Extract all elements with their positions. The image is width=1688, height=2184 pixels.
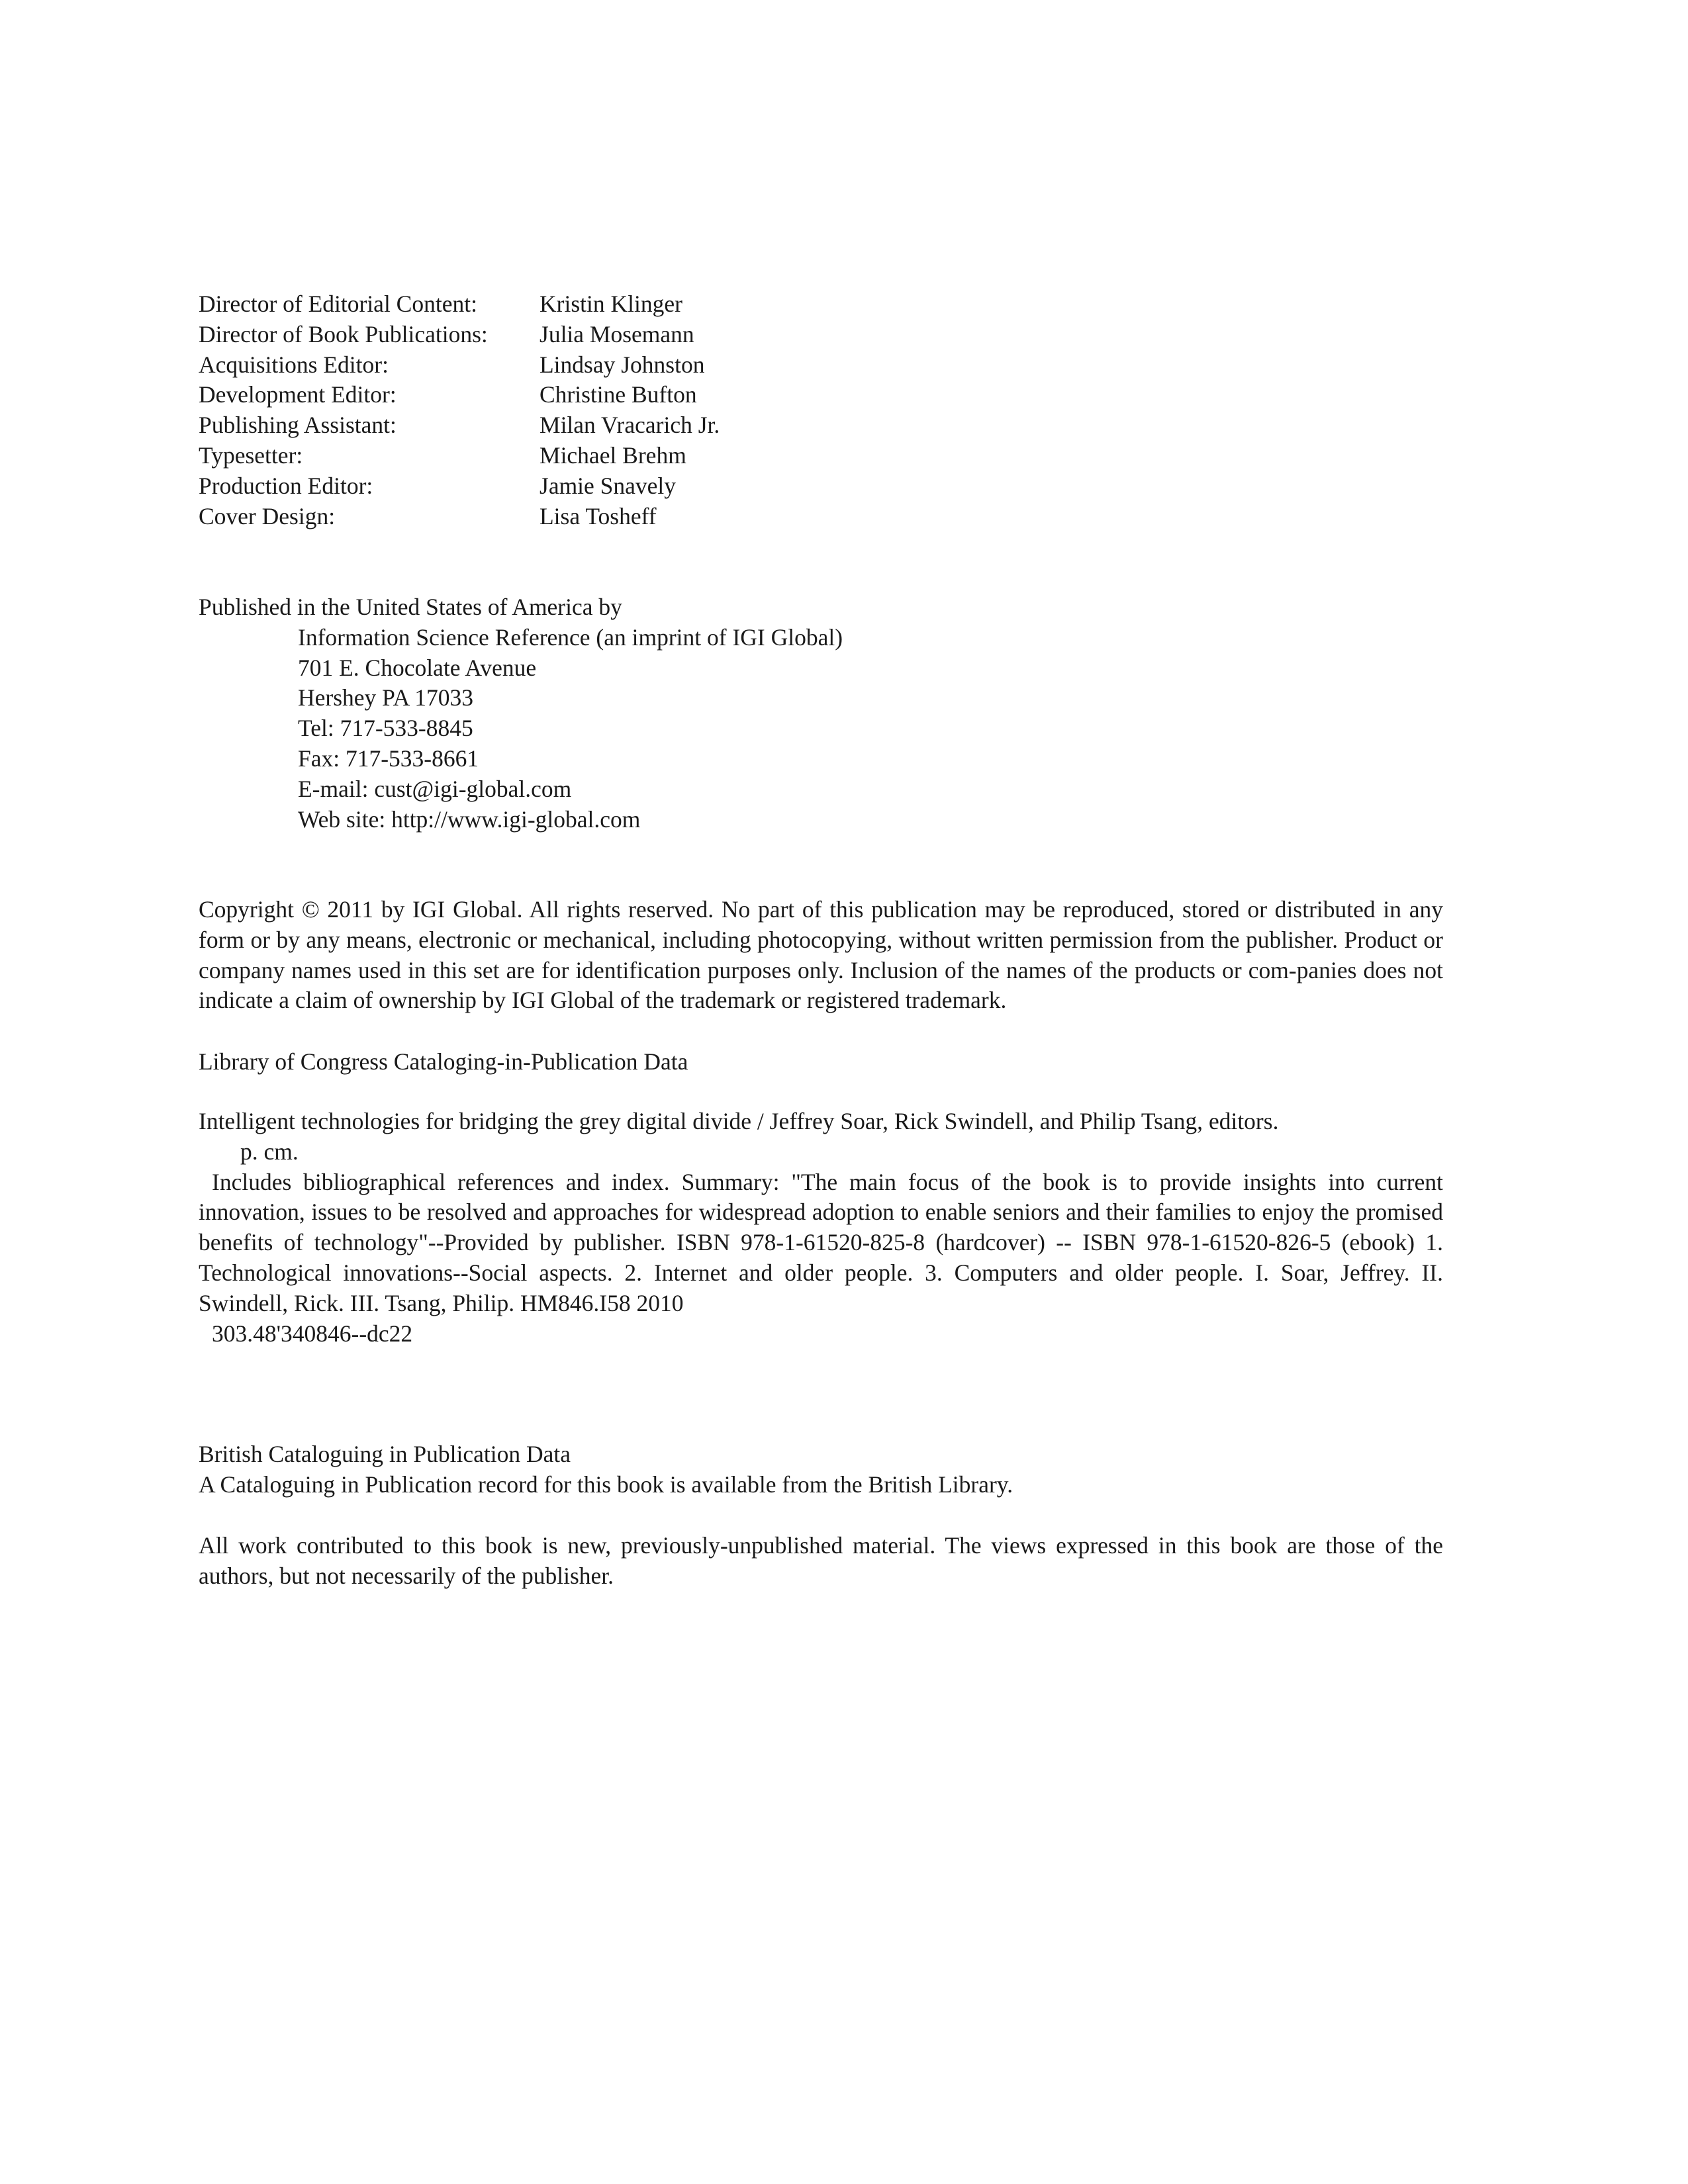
- credit-row: [199, 471, 720, 502]
- british-text: A Cataloguing in Publication record for this book is available from the British Library.: [199, 1471, 1013, 1498]
- credits-list: [199, 289, 720, 531]
- cip-record: [199, 1107, 1443, 1349]
- publisher-city: Hershey PA 17033: [298, 684, 473, 711]
- publisher-tel: Tel: 717-533-8845: [298, 715, 473, 742]
- publisher-email: E-mail: cust@igi-global.com: [298, 775, 572, 802]
- views-disclaimer: All work contributed to this book is new, previously-unpublished material. The views expressed in this book are those of the authors, but not necessarily of the publisher.: [199, 1532, 1443, 1589]
- cip-pcm: p. cm.: [240, 1138, 299, 1165]
- credit-row: [199, 380, 720, 410]
- credit-role: Acquisitions Editor:: [199, 351, 389, 378]
- cip-dewey: 303.48'340846--dc22: [212, 1320, 413, 1347]
- credit-name: Lindsay Johnston: [539, 351, 705, 378]
- cip-includes: Includes bibliographical references and index. Summary: "The main focus of the book is to provide insights into current innovation, issues to be resolved and approaches for widespread adoption to enable seniors and their families to enjoy the promised benefits of technology"--Provided by publisher. ISBN 978-1-61520-825-8 (hardcover) -- ISBN 978-1-61520-826-5 (ebook) 1. Technological innovations--Social aspects. 2. Internet and older people. 3. Computers and older people. I. Soar, Jeffrey. II. Swindell, Rick. III. Tsang, Philip. HM846.I58 2010: [199, 1168, 1443, 1316]
- credit-row: [199, 289, 720, 320]
- credit-role: Publishing Assistant:: [199, 412, 397, 439]
- cip-title-line: Intelligent technologies for bridging the grey digital divide / Jeffrey Soar, Rick Swindell, and Philip Tsang, editors.: [199, 1108, 1279, 1134]
- credit-name: Kristin Klinger: [539, 291, 682, 317]
- credit-name: Jamie Snavely: [539, 472, 677, 499]
- credit-row: [199, 502, 720, 532]
- credit-role: Typesetter:: [199, 441, 303, 469]
- credit-row: [199, 350, 720, 381]
- credit-role: Director of Book Publications:: [199, 320, 488, 347]
- copyright-notice: Copyright © 2011 by IGI Global. All rights reserved. No part of this publication may be reproduced, stored or distributed in any form or by any means, electronic or mechanical, including photocopying, without written permission from the publisher. Product or company names used in this set are for identification purposes only. Inclusion of the names of the products or com-panies does not indicate a claim of ownership by IGI Global of the trademark or registered trademark.: [199, 896, 1443, 1014]
- credit-role: Director of Editorial Content:: [199, 291, 477, 317]
- credit-name: Michael Brehm: [539, 441, 686, 469]
- credit-row: [199, 441, 720, 471]
- credit-row: [199, 410, 720, 441]
- publisher-website: Web site: http://www.igi-global.com: [298, 805, 641, 833]
- credit-name: Christine Bufton: [539, 381, 697, 408]
- publisher-fax: Fax: 717-533-8661: [298, 745, 479, 772]
- credit-row: [199, 320, 720, 350]
- credit-role: Development Editor:: [199, 381, 397, 408]
- british-heading: British Cataloguing in Publication Data: [199, 1441, 571, 1467]
- credit-name: Milan Vracarich Jr.: [539, 412, 720, 439]
- published-intro: Published in the United States of America by: [199, 594, 622, 620]
- credit-role: Production Editor:: [199, 472, 373, 499]
- credit-name: Lisa Tosheff: [539, 502, 657, 529]
- loc-heading: Library of Congress Cataloging-in-Publication Data: [199, 1048, 688, 1075]
- british-cip-block: [199, 1439, 1443, 1500]
- publisher-street: 701 E. Chocolate Avenue: [298, 654, 537, 681]
- publisher-block: [199, 592, 843, 835]
- publisher-name: Information Science Reference (an imprint of IGI Global): [298, 623, 843, 651]
- credit-role: Cover Design:: [199, 502, 336, 529]
- credit-name: Julia Mosemann: [539, 320, 694, 347]
